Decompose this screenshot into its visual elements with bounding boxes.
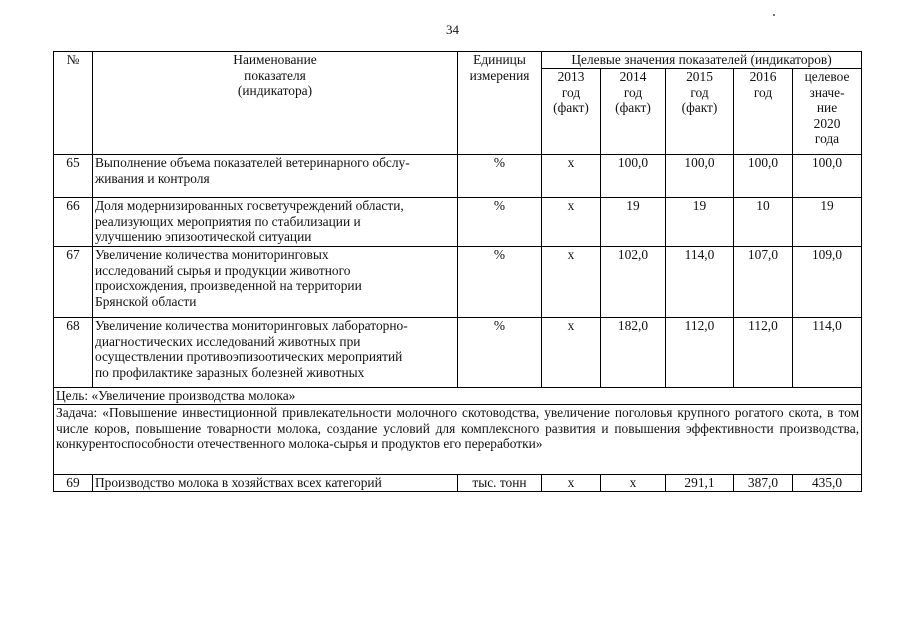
goal-text: Цель: «Увеличение производства молока» <box>54 388 862 405</box>
value-2016: 10 <box>734 198 793 247</box>
unit-cell: % <box>458 198 542 247</box>
value-2015: 112,0 <box>666 318 734 388</box>
unit-cell: % <box>458 155 542 198</box>
value-2014: 182,0 <box>601 318 666 388</box>
header-year-2016: 2016 год <box>734 69 793 155</box>
header-units: Единицы измерения <box>458 52 542 155</box>
value-2013: x <box>542 247 601 318</box>
value-2020: 19 <box>793 198 862 247</box>
table-row <box>54 318 862 388</box>
value-2016: 100,0 <box>734 155 793 198</box>
row-number: 68 <box>54 318 93 388</box>
value-2015: 19 <box>666 198 734 247</box>
value-2020: 100,0 <box>793 155 862 198</box>
value-2015: 291,1 <box>666 475 734 492</box>
row-number: 66 <box>54 198 93 247</box>
table-row <box>54 247 862 318</box>
scan-speck <box>773 14 775 16</box>
indicator-name: Производство молока в хозяйствах всех категорий <box>93 475 458 492</box>
value-2020: 114,0 <box>793 318 862 388</box>
header-year-2015: 2015 год (факт) <box>666 69 734 155</box>
value-2013: x <box>542 475 601 492</box>
header-year-2013: 2013 год (факт) <box>542 69 601 155</box>
value-2020: 109,0 <box>793 247 862 318</box>
value-2016: 107,0 <box>734 247 793 318</box>
unit-cell: тыс. тонн <box>458 475 542 492</box>
table-row <box>54 475 862 492</box>
row-number: 67 <box>54 247 93 318</box>
table-row <box>54 155 862 198</box>
value-2013: x <box>542 318 601 388</box>
value-2020: 435,0 <box>793 475 862 492</box>
task-text: Задача: «Повышение инвестиционной привлекательности молочного скотоводства, увеличение поголовья крупного рогатого скота, в том числе коров, повышение товарности молока, создание условий для комплексного развития и повышения эффективности производства, конкурентоспособности отечественного молока-сырья и продуктов его переработки» <box>54 405 862 475</box>
header-no: № <box>54 52 93 155</box>
indicator-name: Увеличение количества мониторинговых исследований сырья и продукции животного происхождения, произведенной на территории Брянской области <box>93 247 458 318</box>
value-2014: 19 <box>601 198 666 247</box>
table-row <box>54 198 862 247</box>
value-2016: 112,0 <box>734 318 793 388</box>
indicators-table <box>53 51 862 492</box>
value-2013: x <box>542 155 601 198</box>
value-2014: 100,0 <box>601 155 666 198</box>
value-2015: 114,0 <box>666 247 734 318</box>
indicator-name: Выполнение объема показателей ветеринарного обслу- живания и контроля <box>93 155 458 198</box>
value-2016: 387,0 <box>734 475 793 492</box>
unit-cell: % <box>458 318 542 388</box>
goal-row <box>54 388 862 405</box>
header-year-2014: 2014 год (факт) <box>601 69 666 155</box>
row-number: 65 <box>54 155 93 198</box>
page-number: 34 <box>446 22 459 37</box>
indicator-name: Увеличение количества мониторинговых лабораторно- диагностических исследований животных при осуществлении противоэпизоотических мероприятий по профилактике заразных болезней животных <box>93 318 458 388</box>
indicator-name: Доля модернизированных госветучреждений области, реализующих мероприятия по стабилизации и улучшению эпизоотической ситуации <box>93 198 458 247</box>
value-2014: x <box>601 475 666 492</box>
header-indicator-name: Наименование показателя (индикатора) <box>93 52 458 155</box>
value-2013: x <box>542 198 601 247</box>
value-2014: 102,0 <box>601 247 666 318</box>
header-target-2020: целевое значе- ние 2020 года <box>793 69 862 155</box>
header-target-values: Целевые значения показателей (индикаторов) <box>542 52 862 69</box>
row-number: 69 <box>54 475 93 492</box>
value-2015: 100,0 <box>666 155 734 198</box>
task-row <box>54 405 862 475</box>
unit-cell: % <box>458 247 542 318</box>
